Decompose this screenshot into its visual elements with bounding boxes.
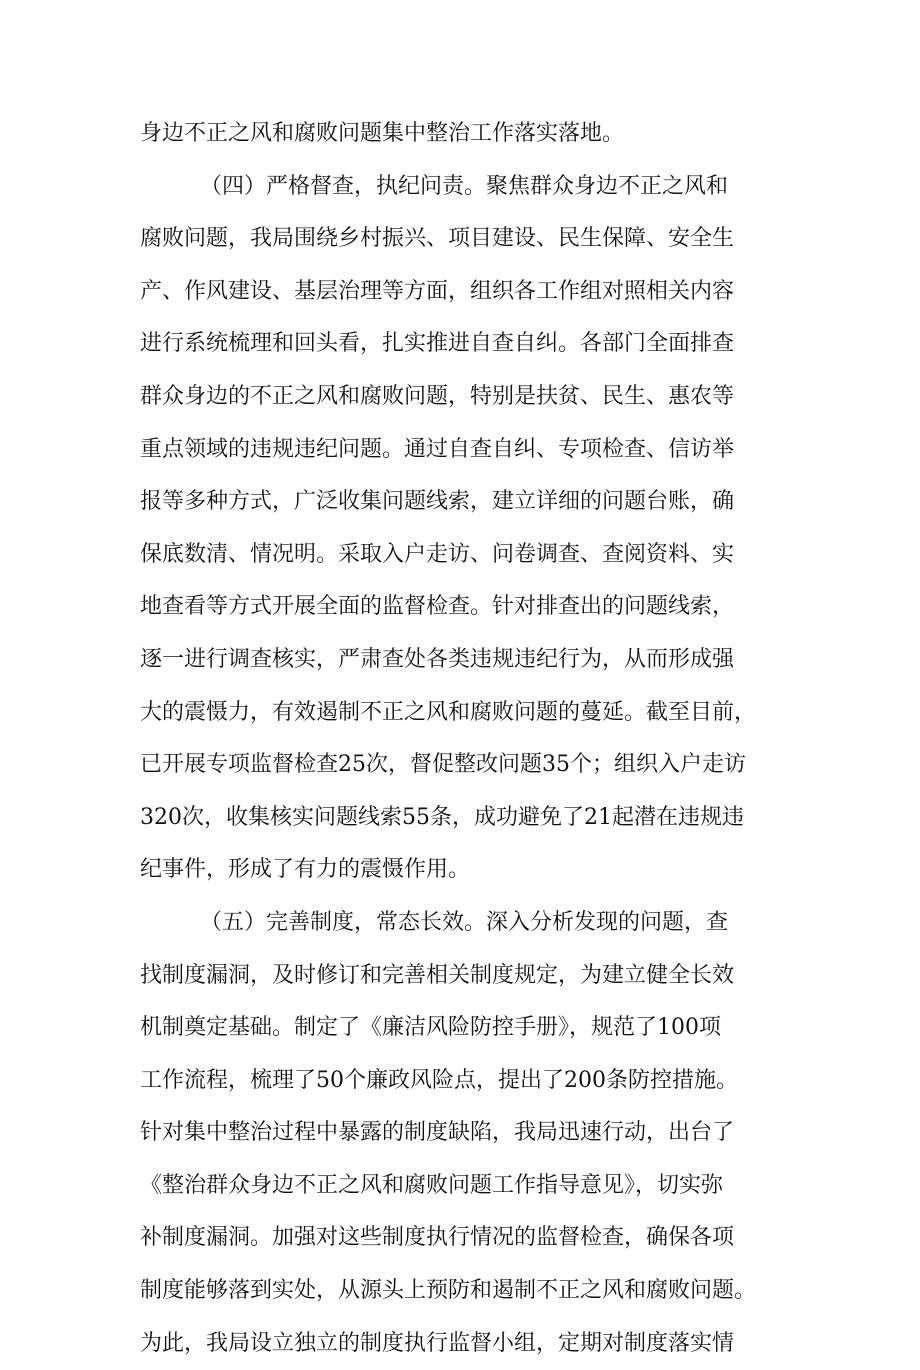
text-line: 补制度漏洞。加强对这些制度执行情况的监督检查，确保各项 (140, 1225, 735, 1251)
text-line: 已开展专项监督检查25次，督促整改问题35个；组织入户走访 (140, 752, 746, 778)
body-text (140, 108, 796, 1370)
text-line: 找制度漏洞，及时修订和完善相关制度规定，为建立健全长效 (140, 962, 735, 988)
section-5-heading-line: （五）完善制度，常态长效。深入分析发现的问题，查 (200, 909, 729, 935)
text-line: 制度能够落到实处，从源头上预防和遏制不正之风和腐败问题。 (140, 1278, 757, 1304)
text-line: 针对集中整治过程中暴露的制度缺陷，我局迅速行动，出台了 (140, 1120, 735, 1146)
section-4-heading-line: （四）严格督查，执纪问责。聚焦群众身边不正之风和 (200, 173, 729, 199)
text-line: 腐败问题，我局围绕乡村振兴、项目建设、民生保障、安全生 (140, 226, 735, 252)
text-line: 工作流程，梳理了50个廉政风险点，提出了200条防控措施。 (140, 1067, 738, 1093)
text-line: 为此，我局设立独立的制度执行监督小组，定期对制度落实情 (140, 1330, 735, 1356)
text-line: 逐一进行调查核实，严肃查处各类违规违纪行为，从而形成强 (140, 646, 735, 672)
text-line: 重点领域的违规违纪问题。通过自查自纠、专项检查、信访举 (140, 436, 735, 462)
text-line: 群众身边的不正之风和腐败问题，特别是扶贫、民生、惠农等 (140, 383, 735, 409)
text-line: 地查看等方式开展全面的监督检查。针对排查出的问题线索， (140, 594, 735, 620)
text-line: 进行系统梳理和回头看，扎实推进自查自纠。各部门全面排查 (140, 331, 735, 357)
text-line: 320次，收集核实问题线索55条，成功避免了21起潜在违规违 (140, 804, 744, 830)
text-line: 保底数清、情况明。采取入户走访、问卷调查、查阅资料、实 (140, 541, 735, 567)
text-line: 身边不正之风和腐败问题集中整治工作落实落地。 (140, 121, 625, 146)
text-line: 《整治群众身边不正之风和腐败问题工作指导意见》，切实弥 (140, 1172, 724, 1198)
text-line: 报等多种方式，广泛收集问题线索，建立详细的问题台账，确 (140, 489, 735, 515)
text-line: 纪事件，形成了有力的震慑作用。 (140, 857, 471, 883)
text-line: 机制奠定基础。制定了《廉洁风险防控手册》，规范了100项 (140, 1015, 721, 1041)
text-line: 产、作风建设、基层治理等方面，组织各工作组对照相关内容 (140, 278, 735, 304)
text-line: 大的震慑力，有效遏制不正之风和腐败问题的蔓延。截至目前， (140, 699, 757, 725)
